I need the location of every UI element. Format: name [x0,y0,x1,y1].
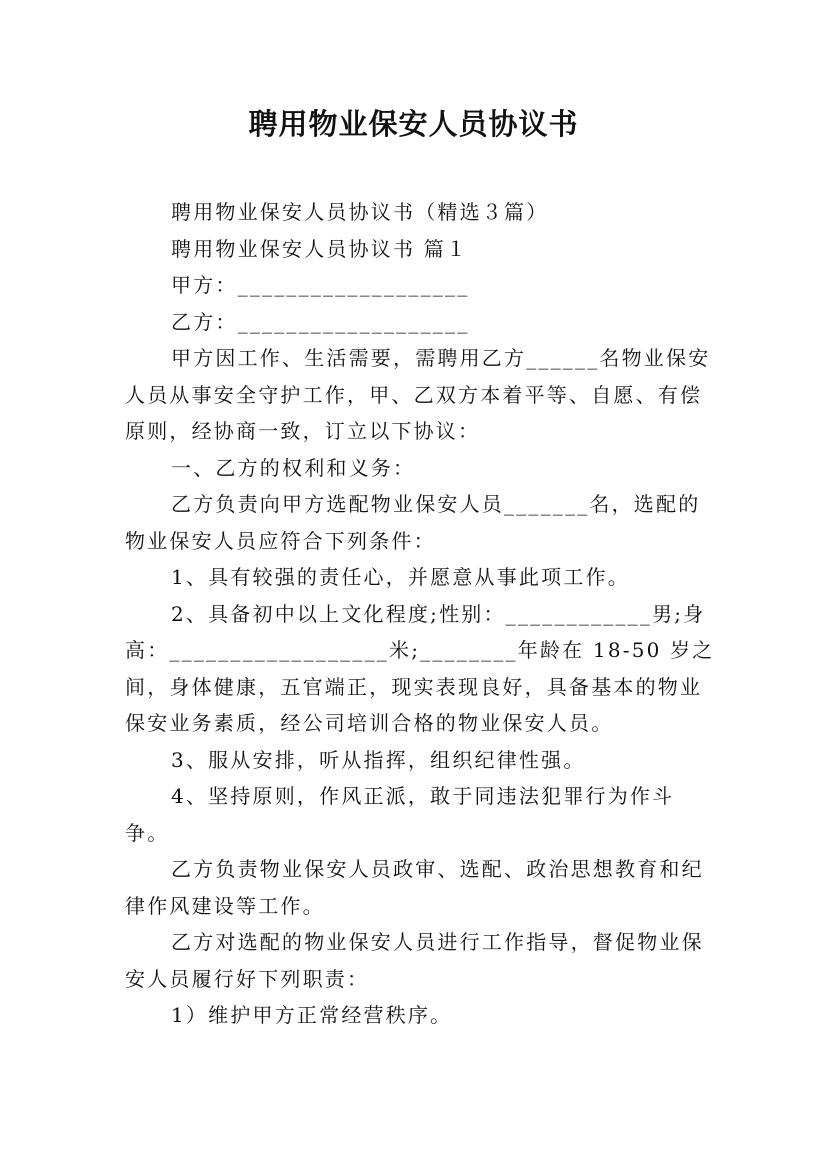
paragraph-article-heading: 聘用物业保安人员协议书 篇１ [171,236,469,261]
paragraph-selection: 乙方负责向甲方选配物业保安人员_______名，选配的物业保安人员应符合下列条件： [125,492,701,553]
paragraph-condition-3: 3、服从安排，听从指挥，组织纪律性强。 [171,747,586,772]
document-body [125,194,715,1034]
paragraph-vetting: 乙方负责物业保安人员政审、选配、政治思想教育和纪律作风建设等工作。 [125,857,704,918]
paragraph-condition-2: 2、具备初中以上文化程度;性别：____________男;身高：__________________米;________年龄在 18-50 岁之间，身体健康，五官端正，现实表现良好，具备基本的物业保安业务素质，经公司培训合格的物业保安人员。 [125,601,715,735]
document-title: 聘用物业保安人员协议书 [248,107,579,141]
paragraph-condition-4: 4、坚持原则，作风正派，敢于同违法犯罪行为作斗争。 [125,784,675,845]
paragraph-party-b: 乙方：___________________ [171,309,470,334]
paragraph-duty-1: 1）维护甲方正常经营秩序。 [171,1003,453,1027]
paragraph-subtitle: 聘用物业保安人员协议书（精选３篇） [171,200,549,224]
paragraph-party-a: 甲方：___________________ [171,273,470,297]
paragraph-guidance: 乙方对选配的物业保安人员进行工作指导，督促物业保安人员履行好下列职责： [125,930,704,991]
paragraph-preamble: 甲方因工作、生活需要，需聘用乙方______名物业保安人员从事安全守护工作，甲、乙双方本着平等、自愿、有偿原则，经协商一致，订立以下协议： [125,346,711,443]
paragraph-section-one: 一、乙方的权利和义务： [171,455,416,480]
paragraph-condition-1: 1、具有较强的责任心，并愿意从事此项工作。 [171,565,630,589]
